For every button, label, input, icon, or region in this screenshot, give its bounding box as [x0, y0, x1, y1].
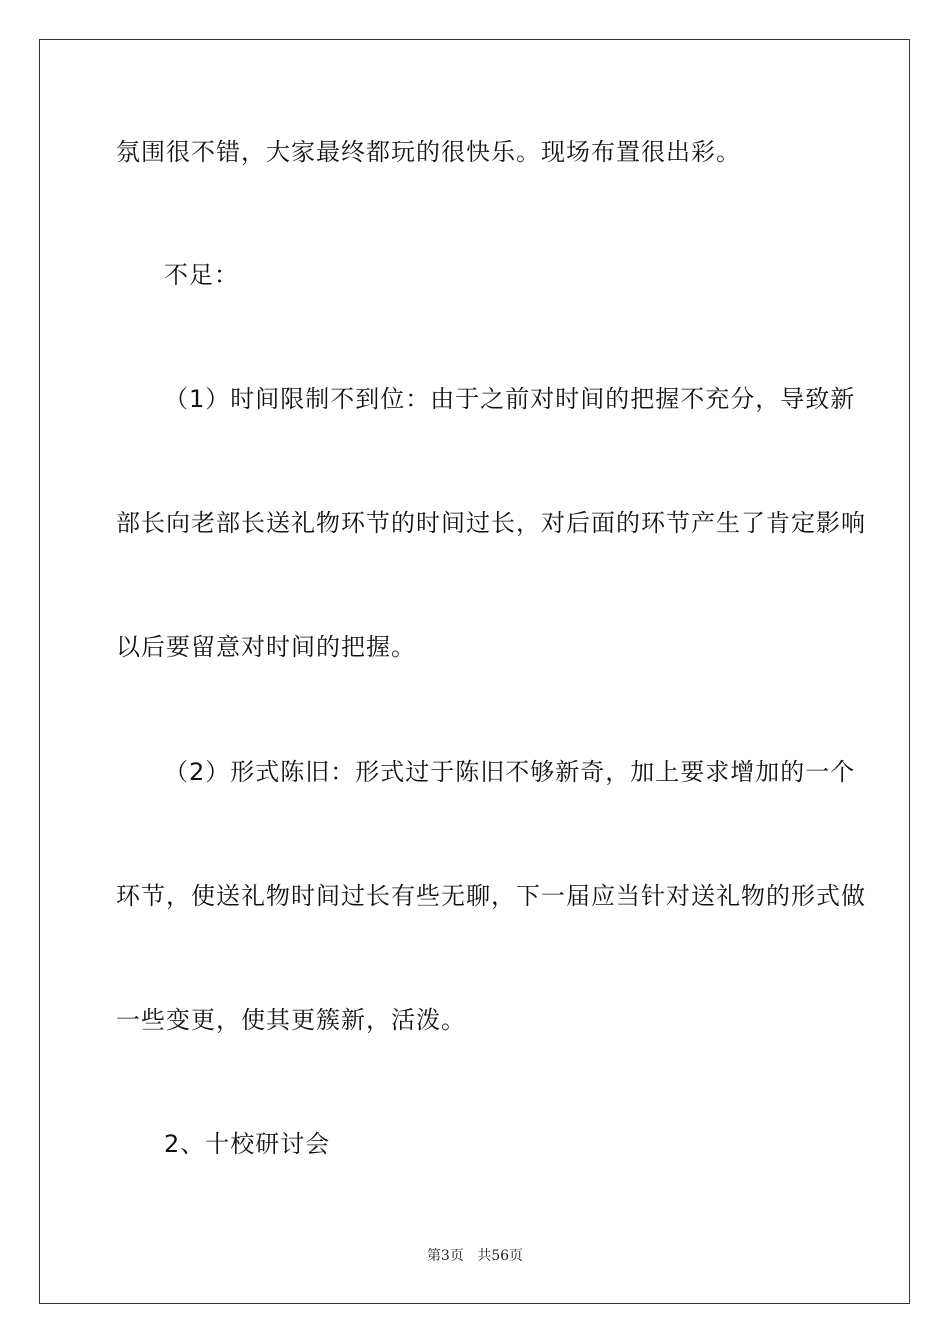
body-text-line: 环节，使送礼物时间过长有些无聊，下一届应当针对送礼物的形式做 — [116, 882, 866, 910]
section-heading-shortcomings: 不足： — [164, 261, 239, 289]
body-text-line: （2）形式陈旧：形式过于陈旧不够新奇，加上要求增加的一个 — [164, 758, 856, 786]
page-number: 第3页 — [426, 1248, 464, 1264]
page-border — [39, 39, 910, 1304]
section-heading-seminar: 2、十校研讨会 — [164, 1130, 331, 1158]
page-footer — [0, 1247, 950, 1265]
page-total: 共56页 — [477, 1248, 524, 1264]
body-text-line: 一些变更，使其更簇新，活泼。 — [116, 1006, 466, 1034]
body-text-line: （1）时间限制不到位：由于之前对时间的把握不充分，导致新 — [164, 385, 856, 413]
body-text-line: 氛围很不错，大家最终都玩的很快乐。现场布置很出彩。 — [116, 138, 741, 166]
body-text-line: 以后要留意对时间的把握。 — [116, 633, 416, 661]
body-text-line: 部长向老部长送礼物环节的时间过长，对后面的环节产生了肯定影响 — [116, 509, 866, 537]
